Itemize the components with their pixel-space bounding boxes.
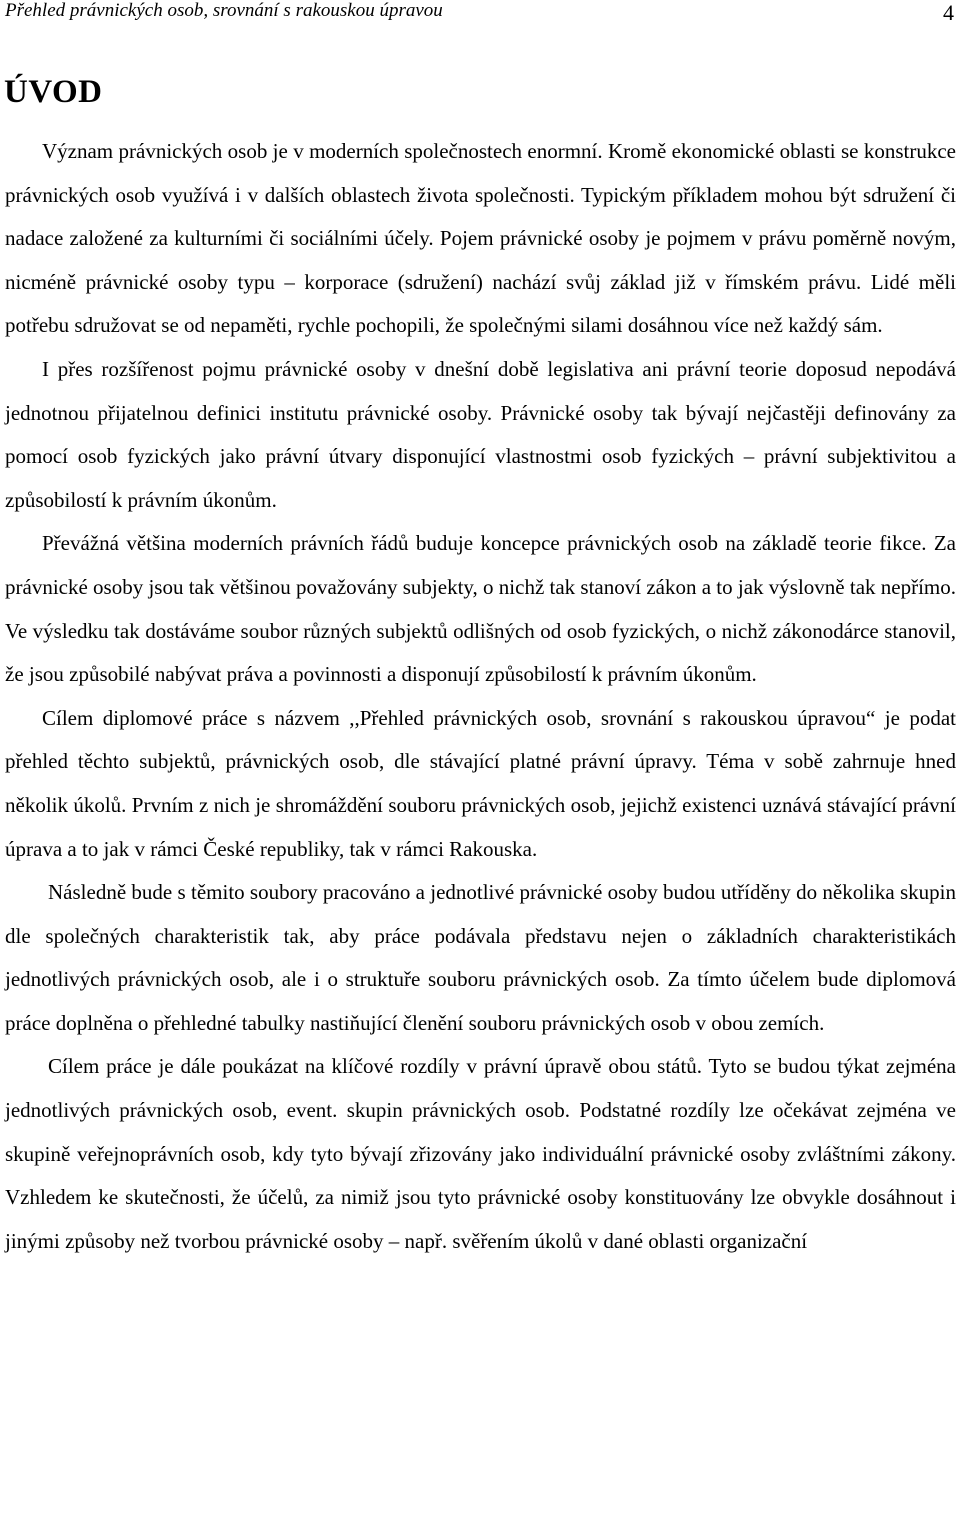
paragraph-1: Význam právnických osob je v moderních společnostech enormní. Kromě ekonomické oblasti se konstrukce právnických osob využívá i v dalších oblastech života společnosti. Typickým příkladem mohou být sdružení či nadace založené za kulturními či sociálními účely. Pojem právnické osoby je pojmem v právu poměrně novým, nicméně právnické osoby typu – korporace (sdružení) nachází svůj základ již v římském právu. Lidé měli potřebu sdružovat se od nepaměti, rychle pochopili, že společnými silami dosáhnou více než každý sám. xyxy=(5,139,956,338)
section-heading: ÚVOD xyxy=(4,74,103,110)
paragraph-5: Následně bude s těmito soubory pracováno a jednotlivé právnické osoby budou utříděny do několika skupin dle společných charakteristik tak, aby práce podávala představu nejen o základních charakteristikách jednotlivých právnických osob, ale i o struktuře souboru právnických osob. Za tímto účelem bude diplomová práce doplněna o přehledné tabulky nastiňující členění souboru právnických osob v obou zemích. xyxy=(5,880,956,1035)
body-text xyxy=(5,130,956,1263)
paragraph-3: Převážná většina moderních právních řádů buduje koncepce právnických osob na základě teorie fikce. Za právnické osoby jsou tak většinou považovány subjekty, o nichž tak stanoví zákon a to jak výslovně tak nepřímo. Ve výsledku tak dostáváme soubor různých subjektů odlišných od osob fyzických, o nichž zákonodárce stanovil, že jsou způsobilé nabývat práva a povinnosti a disponují způsobilostí k právním úkonům. xyxy=(5,531,957,687)
paragraph-2: I přes rozšířenost pojmu právnické osoby v dnešní době legislativa ani právní teorie doposud nepodává jednotnou přijatelnou definici institutu právnické osoby. Právnické osoby tak bývají nejčastěji definovány za pomocí osob fyzických jako právní útvary disponující vlastnostmi osob fyzických – právní subjektivitou a způsobilostí k právním úkonům. xyxy=(5,356,956,512)
paragraph-4: Cílem diplomové práce s názvem ,,Přehled právnických osob, srovnání s rakouskou úpravou“ je podat přehled těchto subjektů, právnických osob, dle stávající platné právní úpravy. Téma v sobě zahrnuje hned několik úkolů. Prvním z nich je shromáždění souboru právnických osob, jejichž existenci uznává stávající právní úprava a to jak v rámci České republiky, tak v rámci Rakouska. xyxy=(5,705,956,861)
header-title: Přehled právnických osob, srovnání s rakouskou úpravou xyxy=(5,0,443,21)
running-header xyxy=(5,0,954,26)
paragraph-6: Cílem práce je dále poukázat na klíčové rozdíly v právní úpravě obou států. Tyto se budou týkat zejména jednotlivých právnických osob, event. skupin právnických osob. Podstatné rozdíly lze očekávat zejména ve skupině veřejnoprávních osob, kdy tyto bývají zřizovány jako individuální právnické osoby zvláštními zákony. Vzhledem ke skutečnosti, že účelů, za nimiž jsou tyto právnické osoby konstituovány lze obvykle dosáhnout i jinými způsoby než tvorbou právnické osoby – např. svěřením úkolů v dané oblasti organizační xyxy=(5,1054,956,1253)
page-number: 4 xyxy=(943,0,954,25)
